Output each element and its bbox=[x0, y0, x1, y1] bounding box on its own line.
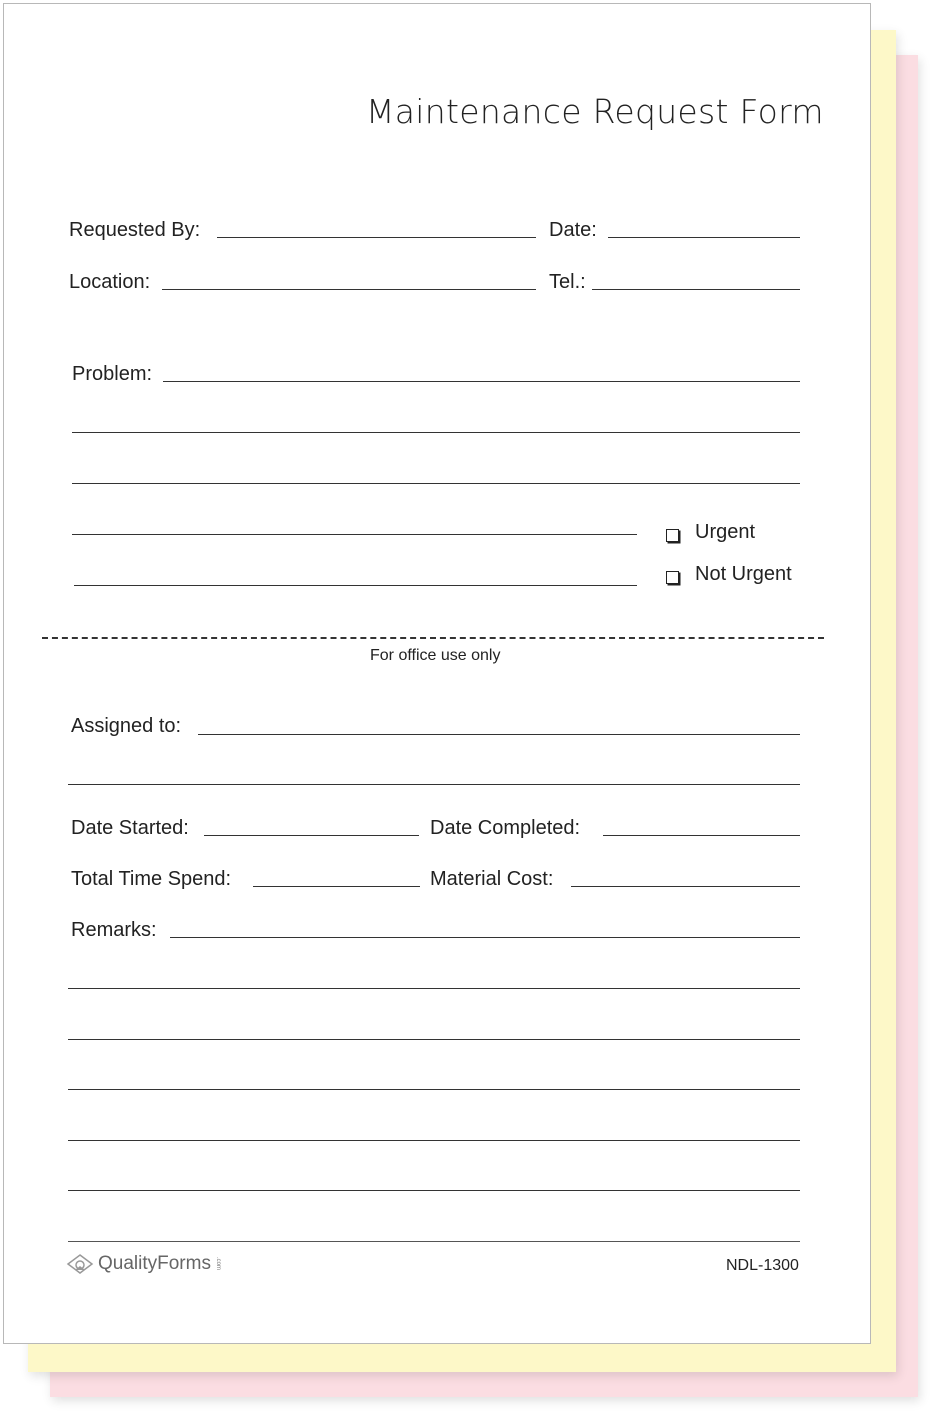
form-code: NDL-1300 bbox=[726, 1257, 799, 1274]
location-label: Location: bbox=[69, 271, 151, 293]
assigned-to-field[interactable] bbox=[198, 734, 800, 735]
date-completed-field[interactable] bbox=[603, 835, 800, 836]
problem-line[interactable] bbox=[72, 483, 800, 484]
tel-field[interactable] bbox=[592, 289, 800, 290]
urgent-label: Urgent bbox=[695, 521, 756, 543]
logo-brand: QualityForms bbox=[98, 1253, 211, 1274]
problem-label: Problem: bbox=[72, 363, 153, 385]
problem-field[interactable] bbox=[163, 381, 800, 382]
remarks-line[interactable] bbox=[68, 1039, 800, 1040]
total-time-field[interactable] bbox=[253, 886, 420, 887]
tel-label: Tel.: bbox=[549, 271, 586, 293]
cut-line bbox=[42, 637, 824, 639]
office-use-label: For office use only bbox=[370, 647, 501, 664]
remarks-line[interactable] bbox=[68, 1190, 800, 1191]
material-cost-field[interactable] bbox=[571, 886, 800, 887]
total-time-label: Total Time Spend: bbox=[71, 868, 232, 890]
problem-line[interactable] bbox=[74, 585, 637, 586]
assigned-to-label: Assigned to: bbox=[71, 715, 182, 737]
requested-by-field[interactable] bbox=[217, 237, 536, 238]
logo-suffix: .com bbox=[214, 1257, 221, 1271]
logo-diamond-icon bbox=[66, 1253, 94, 1275]
remarks-label: Remarks: bbox=[71, 919, 157, 941]
not-urgent-checkbox[interactable] bbox=[666, 571, 679, 584]
date-started-field[interactable] bbox=[204, 835, 419, 836]
form-title: Maintenance Request Form bbox=[366, 92, 824, 131]
material-cost-label: Material Cost: bbox=[430, 868, 554, 890]
date-field[interactable] bbox=[608, 237, 800, 238]
remarks-line[interactable] bbox=[68, 1140, 800, 1141]
problem-line[interactable] bbox=[72, 432, 800, 433]
qualityforms-logo bbox=[66, 1253, 221, 1275]
problem-line[interactable] bbox=[72, 534, 637, 535]
assigned-to-line[interactable] bbox=[68, 784, 800, 785]
location-field[interactable] bbox=[162, 289, 536, 290]
date-label: Date: bbox=[549, 219, 597, 241]
urgent-checkbox[interactable] bbox=[666, 529, 679, 542]
footer-divider bbox=[68, 1241, 800, 1242]
date-completed-label: Date Completed: bbox=[430, 817, 581, 839]
remarks-line[interactable] bbox=[68, 988, 800, 989]
remarks-field[interactable] bbox=[170, 937, 800, 938]
form-sheet bbox=[3, 3, 871, 1344]
remarks-line[interactable] bbox=[68, 1089, 800, 1090]
not-urgent-label: Not Urgent bbox=[695, 563, 792, 585]
date-started-label: Date Started: bbox=[71, 817, 189, 839]
requested-by-label: Requested By: bbox=[69, 219, 201, 241]
